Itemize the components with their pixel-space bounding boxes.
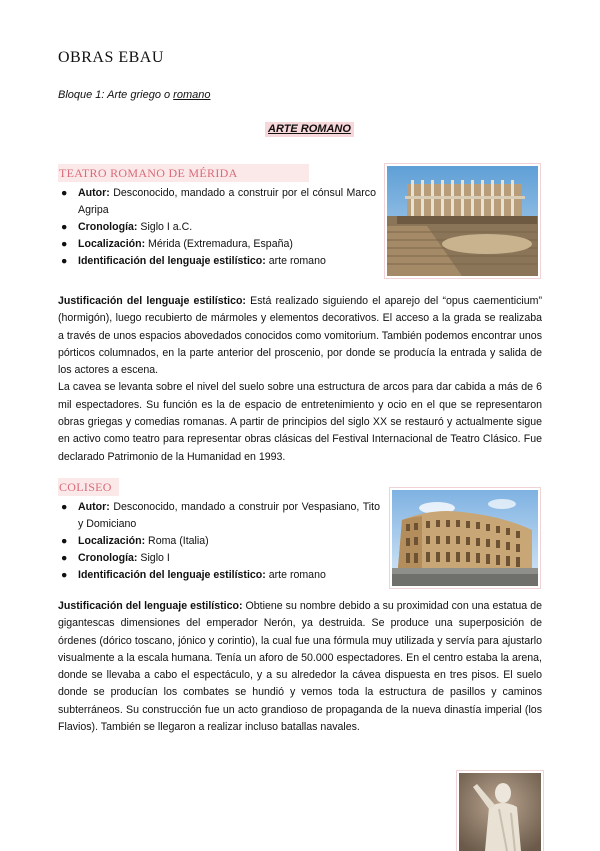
list-item [58, 567, 380, 584]
block-prefix: Bloque 1: Arte griego o [58, 89, 174, 101]
block-link[interactable]: romano [173, 89, 211, 101]
bullet-icon: ● [61, 501, 68, 513]
bullet-icon: ● [61, 552, 68, 564]
list-item [58, 533, 380, 550]
coliseo-photo [389, 487, 541, 589]
augusto-photo [456, 770, 544, 851]
fact-label: Localización: [78, 238, 146, 250]
coliseo-facts-list [58, 499, 380, 584]
list-item [58, 219, 376, 236]
teatro-heading: TEATRO ROMANO DE MÉRIDA [58, 164, 309, 182]
fact-value: Mérida (Extremadura, España) [145, 238, 293, 250]
just-text: Obtiene su nombre debido a su proximidad con una estatua de gigantescas dimensiones del emperador Nerón, ya destruida. Se produce una superposición de órdenes (dórico toscano, jónico y corintio), la cual fue una fórmula muy utilizada y servía para ajustarlo visualmente a la escala humana. Tenía un aforo de 50.000 espectadores. En el centro estaba la arena, donde se llevaba a cabo el espectáculo, y a su alrededor la cávea dispuesta en tres pisos. El suelo donde se producían los combates se hundió y vemos toda la estructura de pasillos y caminos subterráneos. Su construcción fue un acto grandioso de propaganda de la nueva dinastía imperial (los Flavios). También se llegaron a realizar incluso batallas navales. [58, 600, 542, 734]
teatro-photo [384, 163, 541, 279]
teatro-facts-list [58, 185, 376, 270]
bullet-icon: ● [61, 187, 68, 199]
fact-value: Desconocido, mandado a construir por Vespasiano, Tito y Domiciano [78, 501, 380, 530]
fact-value: arte romano [265, 255, 326, 267]
fact-label: Localización: [78, 535, 146, 547]
bullet-icon: ● [61, 255, 68, 267]
fact-label: Identificación del lenguaje estilístico: [78, 255, 266, 267]
just-label: Justificación del lenguaje estilístico: [58, 600, 243, 612]
list-item [58, 253, 376, 270]
fact-label: Identificación del lenguaje estilístico: [78, 569, 266, 581]
bullet-icon: ● [61, 238, 68, 250]
teatro-justification [58, 293, 542, 466]
fact-value: Desconocido, mandado a construir por el cónsul Marco Agripa [78, 187, 376, 216]
fact-value: Roma (Italia) [145, 535, 209, 547]
coliseo-just-paragraph [58, 598, 542, 736]
just-text: Está realizado siguiendo el aparejo del “opus caementicium” (hormigón), luego recubierto de mármoles y elementos decorativos. El acceso a la grada se realizaba a través de unos espacios abovedados conocidos como vomitorium. También podemos encontrar unos pórticos columnados, en la parte anterior del proscenio, por donde se producía la entrada y salida de los actores a escena. [58, 295, 543, 377]
fact-value: Siglo I [137, 552, 170, 564]
bullet-icon: ● [61, 535, 68, 547]
fact-value: Siglo I a.C. [137, 221, 193, 233]
page-title: OBRAS EBAU [58, 49, 164, 66]
list-item [58, 185, 376, 219]
list-item [58, 550, 380, 567]
section-label: ARTE ROMANO [265, 122, 354, 137]
coliseo-justification [58, 598, 542, 736]
teatro-paragraph-2: La cavea se levanta sobre el nivel del suelo sobre una estructura de arcos para dar cabida a más de 6 mil espectadores. Su función es la de espacio de entretenimiento y ocio en el que se representaron obras griegas y comedias romanas. A partir de principios del siglo XX se restauró y actualmente sigue en activo como teatro para representar obras clásicas del Festival Internacional de Teatro Clásico. Fue declarado Patrimonio de la Humanidad en 1993. [58, 381, 542, 463]
bullet-icon: ● [61, 221, 68, 233]
list-item [58, 499, 380, 533]
fact-label: Autor: [78, 187, 110, 199]
block-subtitle [58, 89, 210, 101]
just-label: Justificación del lenguaje estilístico: [58, 295, 246, 307]
list-item [58, 236, 376, 253]
fact-label: Cronología: [78, 552, 138, 564]
teatro-just-paragraph [58, 293, 542, 379]
fact-value: arte romano [265, 569, 326, 581]
coliseo-heading: COLISEO [58, 478, 119, 496]
fact-label: Autor: [78, 501, 110, 513]
bullet-icon: ● [61, 569, 68, 581]
fact-label: Cronología: [78, 221, 138, 233]
